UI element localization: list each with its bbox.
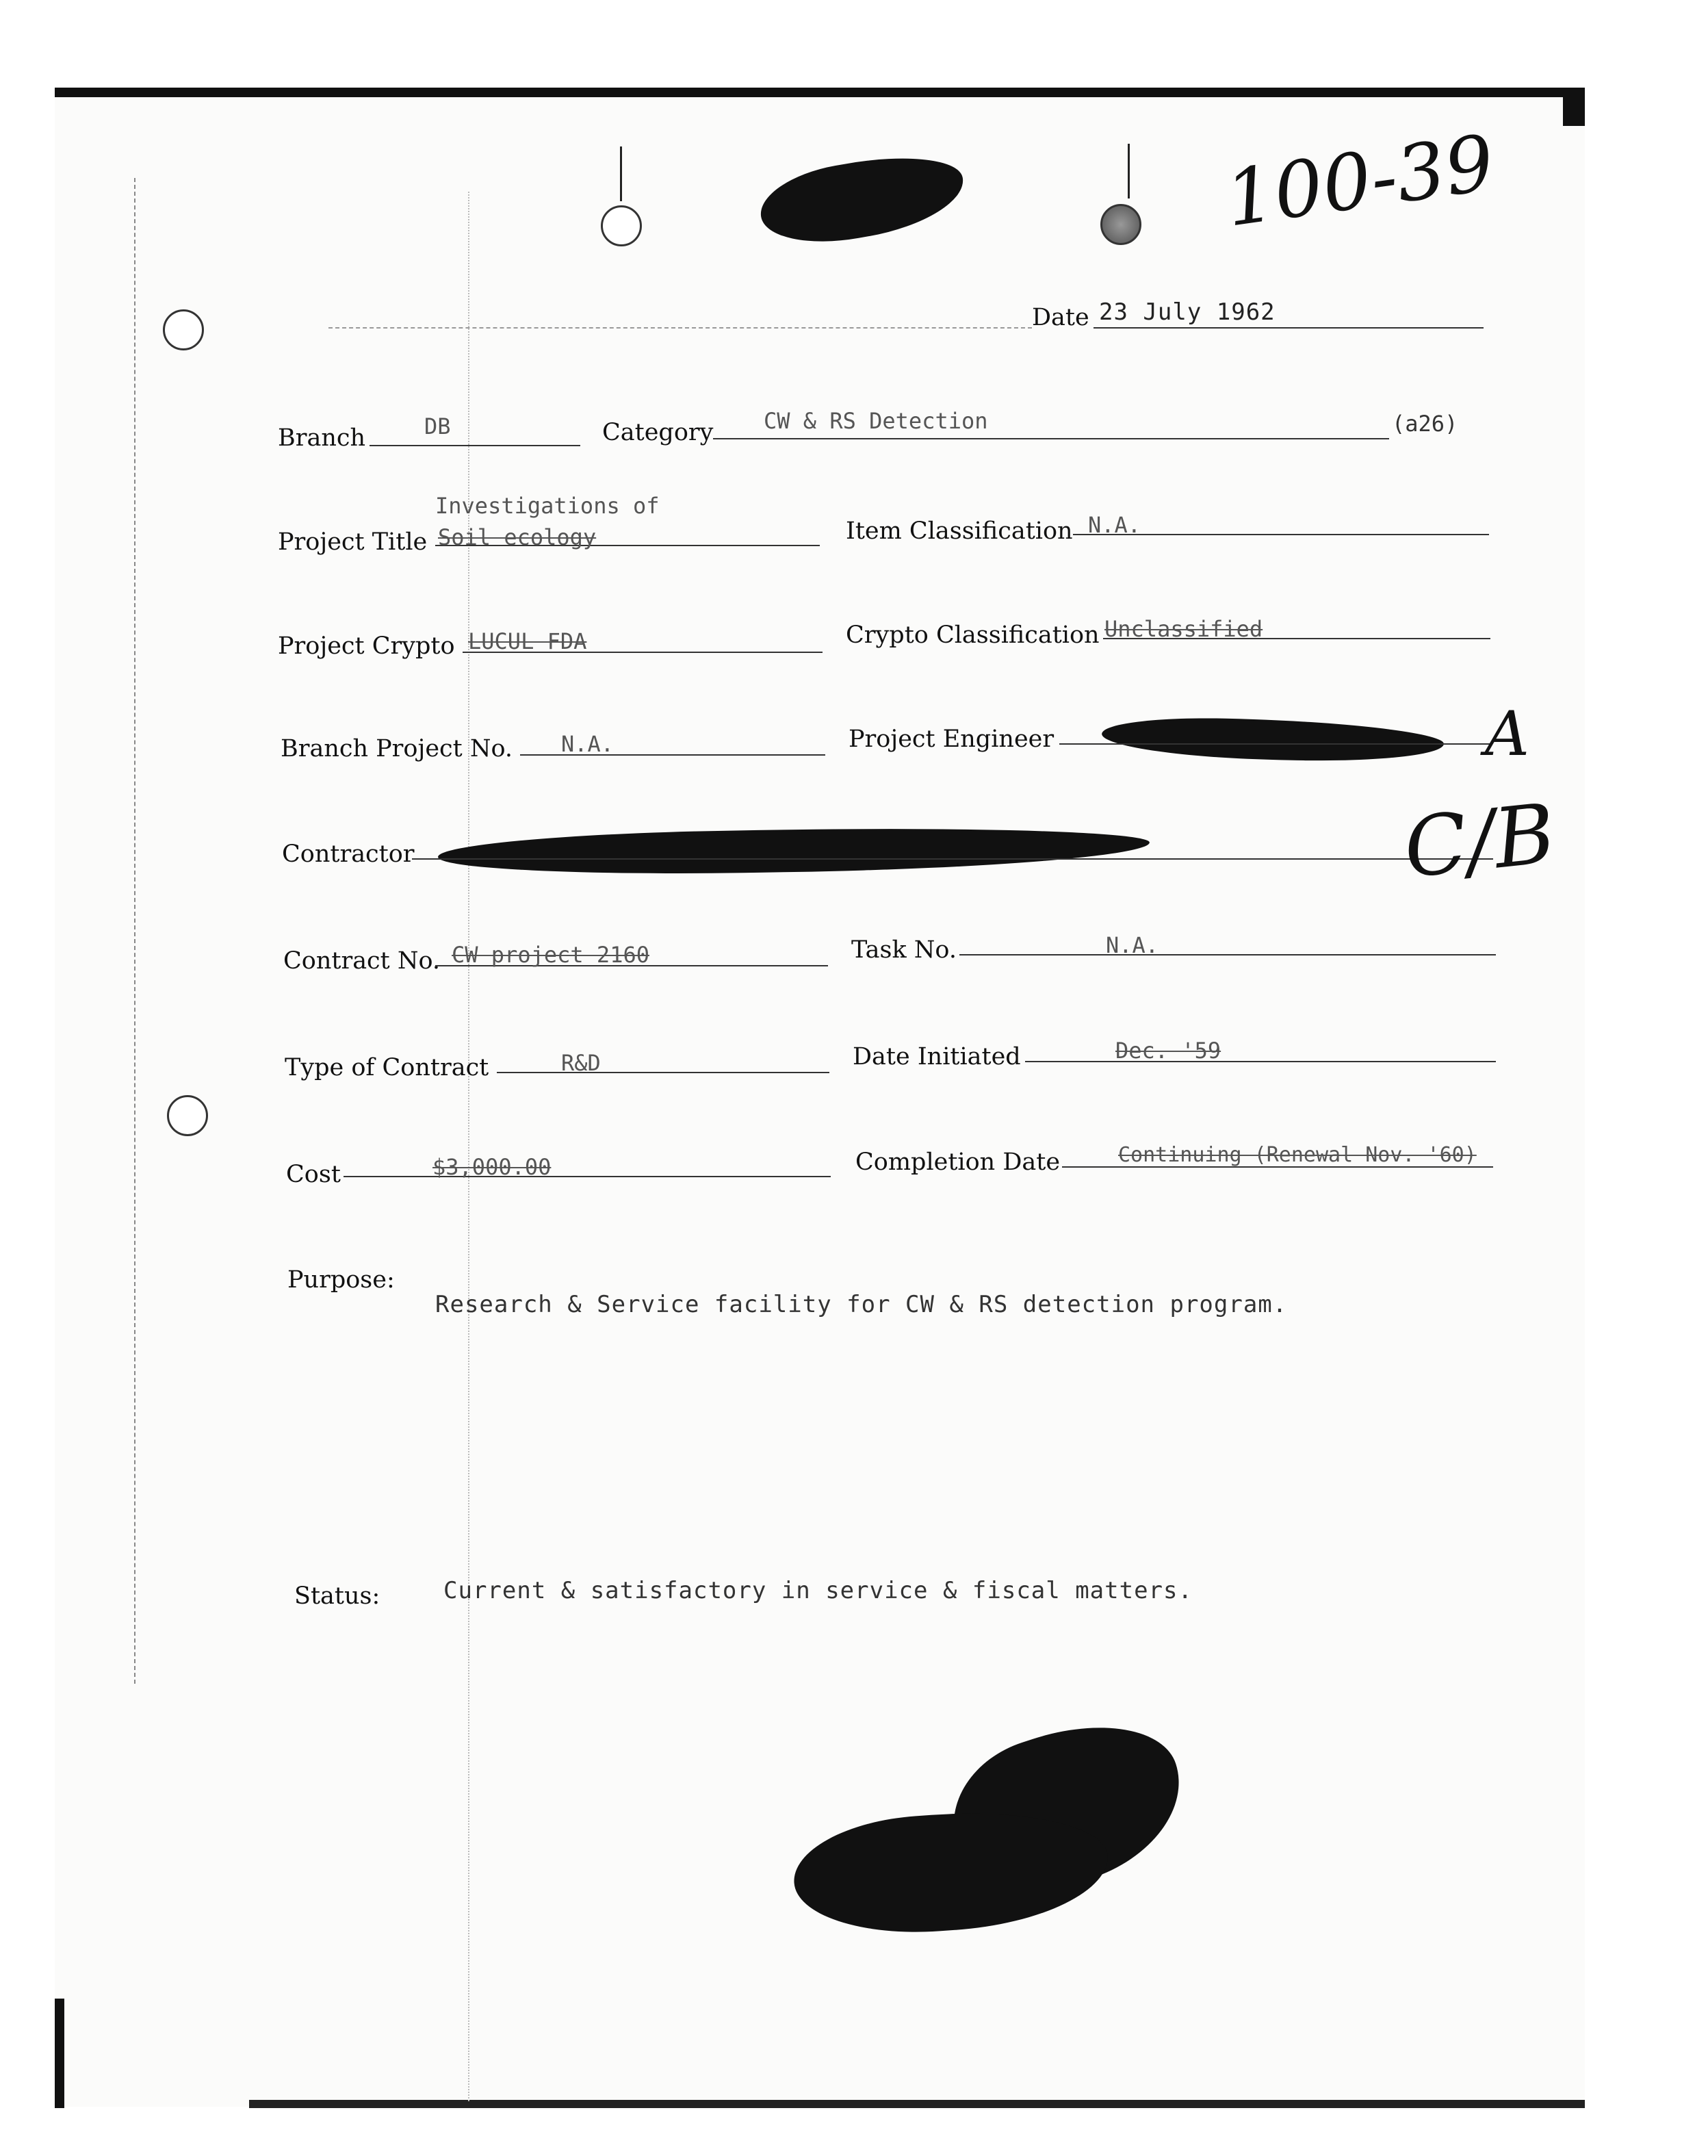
project-engineer-line	[1059, 743, 1490, 745]
branch-project-no-label: Branch Project No.	[281, 735, 513, 762]
item-classification-value: N.A.	[1088, 512, 1141, 538]
branch-project-no-value: N.A.	[561, 731, 614, 757]
punch-hole-middle	[167, 1095, 208, 1136]
category-code: (a26)	[1392, 411, 1458, 437]
handwritten-file-number: 100-39	[1219, 118, 1500, 244]
fastener-hole-left	[601, 205, 642, 246]
type-of-contract-label: Type of Contract	[285, 1054, 489, 1081]
status-label: Status:	[294, 1582, 380, 1610]
date-initiated-label: Date Initiated	[853, 1043, 1021, 1070]
purpose-label: Purpose:	[287, 1266, 395, 1294]
contract-no-value: CW project 2160	[452, 942, 649, 968]
scan-border-bottom	[249, 2100, 1585, 2108]
completion-date-value: Continuing (Renewal Nov. '60)	[1118, 1143, 1477, 1167]
punch-hole-top	[163, 309, 204, 350]
status-text: Current & satisfactory in service & fiscal matters.	[443, 1577, 1193, 1604]
task-no-label: Task No.	[851, 936, 957, 964]
project-title-value: Soil ecology	[438, 524, 597, 550]
fastener-pin-right	[1128, 144, 1130, 198]
branch-value: DB	[424, 413, 451, 439]
crypto-classification-label: Crypto Classification	[846, 621, 1100, 649]
binding-edge	[134, 178, 140, 1684]
fastener-pin-left	[620, 146, 622, 201]
crypto-classification-value: Unclassified	[1104, 616, 1263, 642]
date-value: 23 July 1962	[1099, 298, 1276, 326]
project-engineer-label: Project Engineer	[849, 726, 1054, 753]
scan-border-top	[55, 88, 1585, 97]
fastener-hole-right	[1100, 204, 1141, 245]
cost-label: Cost	[286, 1161, 341, 1188]
branch-label: Branch	[278, 424, 366, 452]
date-initiated-line	[1025, 1061, 1496, 1062]
date-label: Date	[1032, 304, 1089, 331]
category-label: Category	[602, 419, 714, 446]
date-leader	[328, 327, 1032, 329]
contractor-label: Contractor	[282, 840, 415, 868]
task-no-value: N.A.	[1106, 932, 1159, 958]
category-value: CW & RS Detection	[764, 408, 988, 434]
cost-value: $3,000.00	[432, 1154, 552, 1180]
type-of-contract-value: R&D	[561, 1050, 601, 1076]
date-initiated-value: Dec. '59	[1115, 1038, 1221, 1064]
completion-date-label: Completion Date	[855, 1148, 1061, 1176]
scan-border-right	[1563, 88, 1585, 126]
project-title-value-above: Investigations of	[435, 493, 660, 519]
date-underline	[1094, 327, 1484, 329]
document-page	[55, 88, 1585, 2107]
contractor-mark: C/B	[1399, 786, 1560, 897]
contractor-line	[412, 858, 1493, 860]
task-no-line	[959, 954, 1496, 955]
category-line	[713, 438, 1389, 439]
project-engineer-mark: A	[1485, 698, 1529, 770]
fold-mark	[468, 192, 471, 2101]
project-title-label: Project Title	[278, 528, 428, 556]
project-crypto-label: Project Crypto	[278, 632, 455, 660]
purpose-text: Research & Service facility for CW & RS detection program.	[435, 1291, 1288, 1318]
project-crypto-value: LUCUL FDA	[468, 628, 587, 654]
contract-no-label: Contract No.	[283, 947, 441, 975]
item-classification-label: Item Classification	[846, 517, 1073, 545]
branch-line	[370, 445, 580, 446]
scan-border-left	[55, 1999, 64, 2108]
cost-line	[344, 1176, 831, 1177]
type-of-contract-line	[497, 1072, 829, 1073]
